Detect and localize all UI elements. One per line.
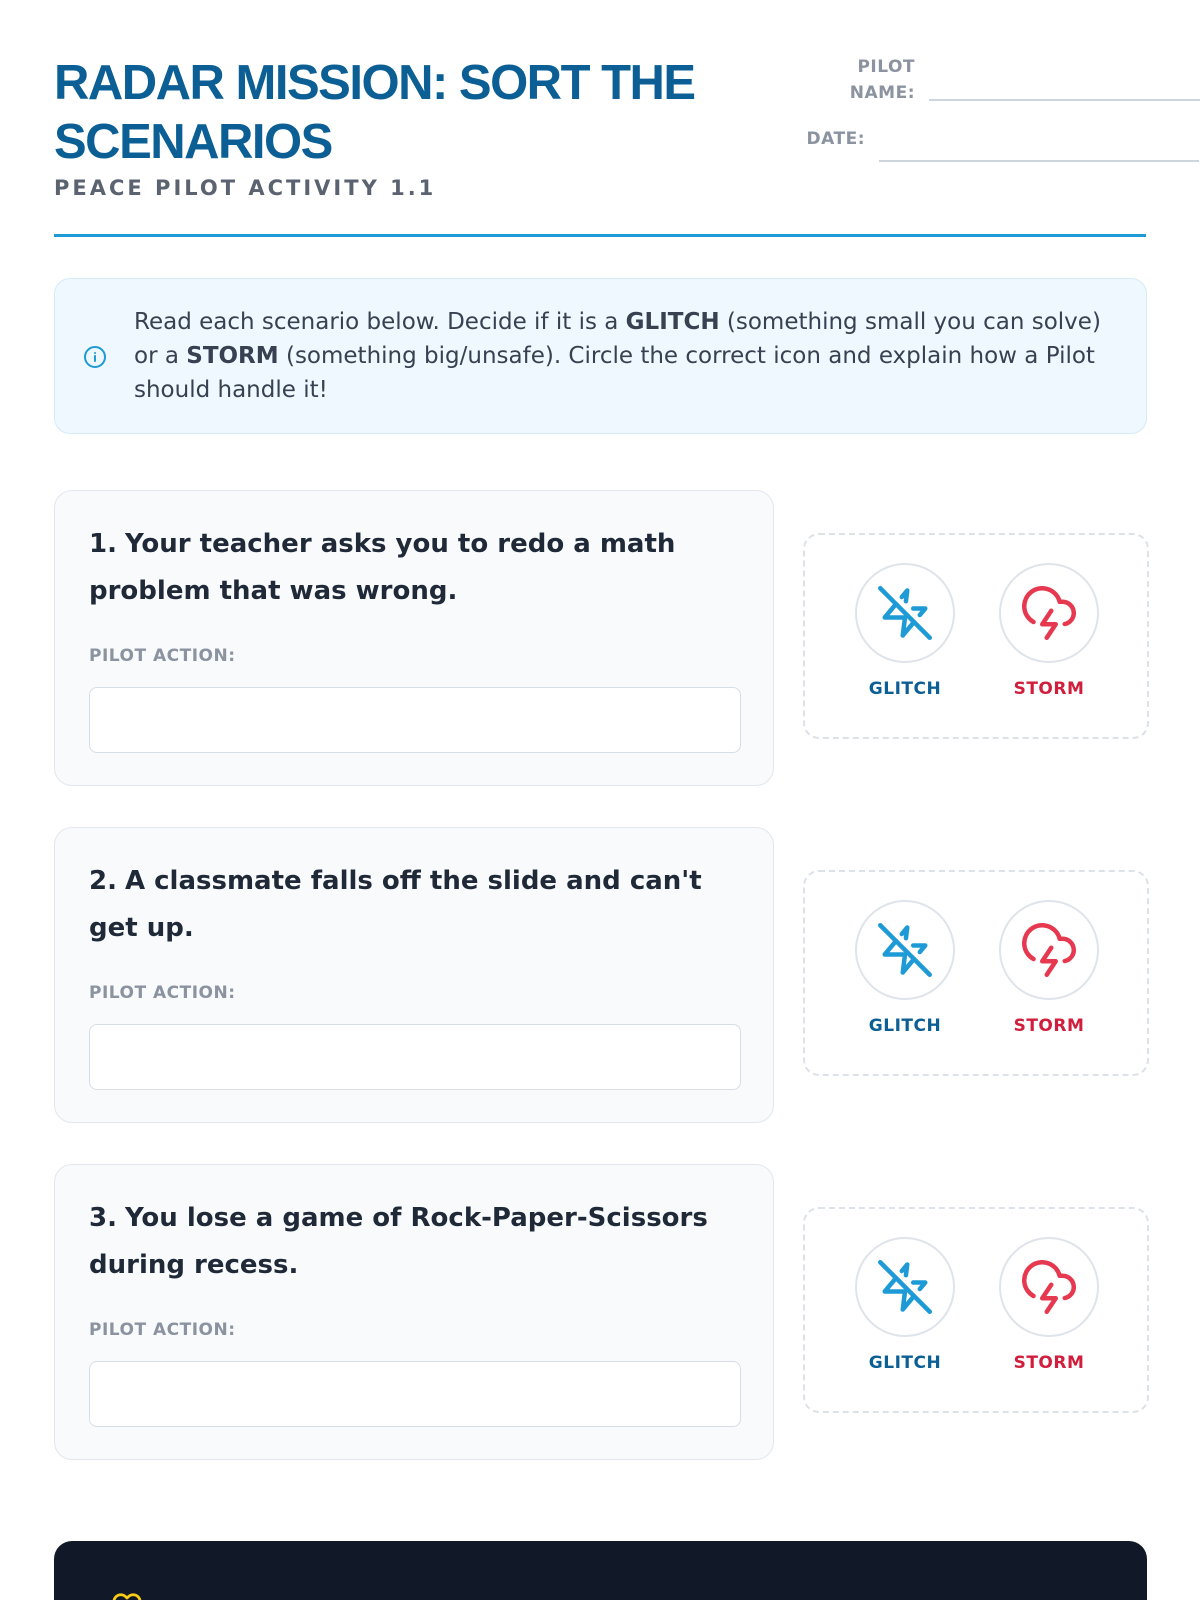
pilot-action-input[interactable]: [89, 1024, 741, 1090]
instructions-box: [54, 278, 1147, 434]
page-title: RADAR MISSION: SORT THE SCENARIOS: [54, 56, 695, 169]
glitch-choice[interactable]: [855, 900, 955, 1036]
storm-choice[interactable]: [999, 900, 1099, 1036]
heart-icon: [112, 1591, 142, 1600]
cloud-lightning-icon: [1022, 1260, 1076, 1314]
scenario-text: 1. Your teacher asks you to redo a math problem that was wrong.: [89, 529, 676, 606]
zap-off-icon: [878, 586, 932, 640]
scenario-card-3: [54, 1164, 774, 1460]
storm-circle[interactable]: [999, 563, 1099, 663]
pilot-action-label: PILOT ACTION:: [89, 1320, 236, 1340]
storm-circle[interactable]: [999, 1237, 1099, 1337]
scenario-text: 2. A classmate falls off the slide and can't get up.: [89, 866, 702, 943]
footer-band: [54, 1541, 1147, 1600]
storm-label: STORM: [1013, 679, 1085, 699]
cloud-lightning-icon: [1022, 923, 1076, 977]
zap-off-icon: [878, 1260, 932, 1314]
storm-keyword: STORM: [186, 343, 279, 369]
choice-box-3: [803, 1207, 1149, 1413]
pilot-name-field[interactable]: [799, 54, 1200, 106]
pilot-action-input[interactable]: [89, 687, 741, 753]
pilot-action-label: PILOT ACTION:: [89, 983, 236, 1003]
date-label: DATE:: [806, 129, 865, 149]
header: [54, 0, 1146, 237]
storm-label: STORM: [1013, 1016, 1085, 1036]
storm-circle[interactable]: [999, 900, 1099, 1000]
cloud-lightning-icon: [1022, 586, 1076, 640]
zap-off-icon: [878, 923, 932, 977]
glitch-circle[interactable]: [855, 1237, 955, 1337]
scenario-text: 3. You lose a game of Rock-Paper-Scissors during recess.: [89, 1203, 708, 1280]
glitch-keyword: GLITCH: [625, 309, 720, 335]
glitch-label: GLITCH: [868, 679, 942, 699]
glitch-label: GLITCH: [868, 1016, 942, 1036]
pilot-name-label: PILOT NAME:: [849, 57, 915, 103]
choice-box-1: [803, 533, 1149, 739]
date-field[interactable]: [799, 126, 1199, 152]
page-subtitle: PEACE PILOT ACTIVITY 1.1: [54, 176, 437, 200]
glitch-circle[interactable]: [855, 900, 955, 1000]
glitch-circle[interactable]: [855, 563, 955, 663]
storm-label: STORM: [1013, 1353, 1085, 1373]
storm-choice[interactable]: [999, 563, 1099, 699]
scenario-card-1: [54, 490, 774, 786]
date-line[interactable]: [879, 160, 1199, 162]
storm-choice[interactable]: [999, 1237, 1099, 1373]
info-icon: [83, 345, 107, 369]
scenario-card-2: [54, 827, 774, 1123]
glitch-label: GLITCH: [868, 1353, 942, 1373]
glitch-choice[interactable]: [855, 1237, 955, 1373]
pilot-action-label: PILOT ACTION:: [89, 646, 236, 666]
glitch-choice[interactable]: [855, 563, 955, 699]
choice-box-2: [803, 870, 1149, 1076]
pilot-action-input[interactable]: [89, 1361, 741, 1427]
pilot-name-line[interactable]: [929, 99, 1200, 101]
instructions-text: Read each scenario below. Decide if it is a GLITCH (something small you can solve) or a STORM (something big/unsafe). Circle the correct icon and explain how a Pilot should handle it!: [134, 309, 1101, 403]
